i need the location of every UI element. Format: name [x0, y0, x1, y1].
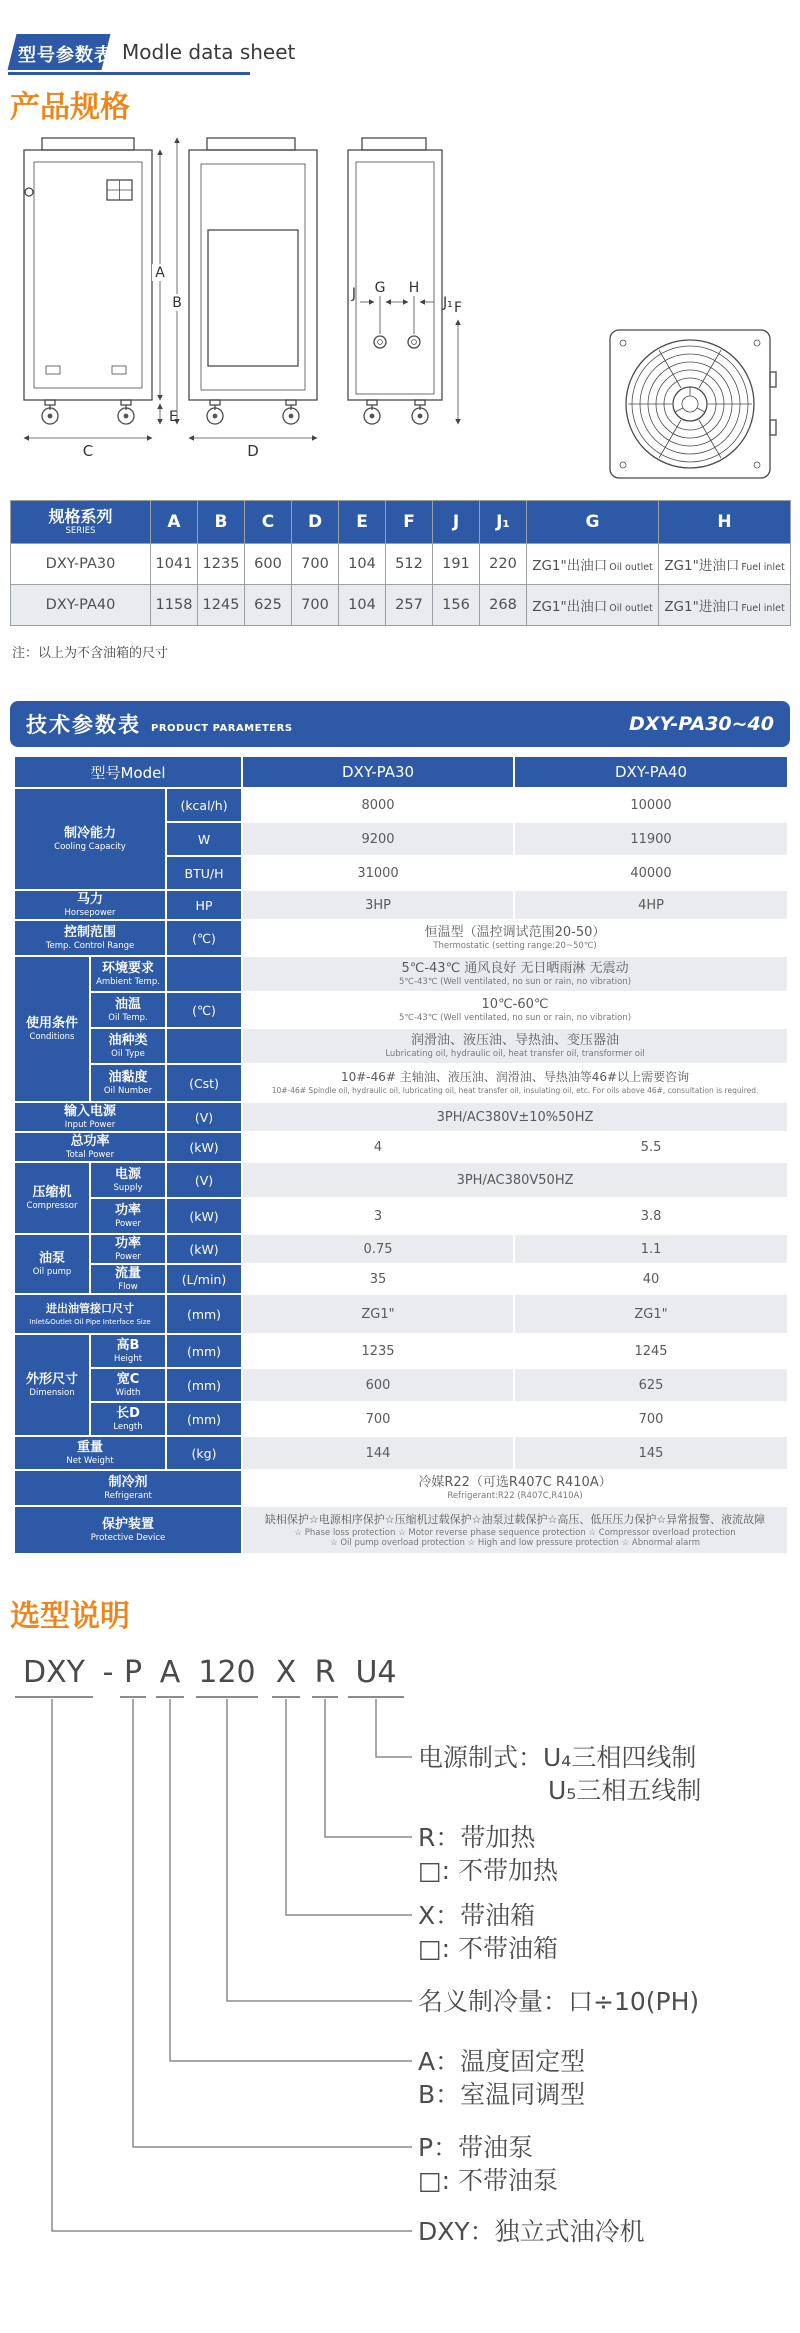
- series-value: 191: [433, 544, 480, 585]
- param-unit: (mm): [167, 1335, 241, 1367]
- series-header-col: J: [433, 501, 480, 544]
- param-value-span: 3PH/AC380V±10%50HZ: [243, 1103, 787, 1131]
- section-title-selection: 选型说明: [10, 1599, 130, 1634]
- param-label-input-power: 输入电源 Input Power: [15, 1103, 165, 1131]
- param-value: 625: [515, 1369, 787, 1401]
- series-header-row: [11, 501, 791, 544]
- dim-label-e: E: [169, 409, 178, 425]
- code-part-a: A: [156, 1655, 184, 1698]
- param-row-input-power: [15, 1103, 787, 1131]
- param-row-ambient: [15, 957, 787, 991]
- dim-label-j1: J₁: [443, 295, 453, 311]
- param-value-span: 润滑油、液压油、导热油、变压器油 Lubricating oil, hydraulic oil, heat transfer oil, transformer oil: [243, 1029, 787, 1063]
- param-sublabel-ambient: 环境要求 Ambient Temp.: [91, 957, 165, 991]
- series-oil-outlet: ZG1"出油口 Oil outlet: [527, 544, 659, 585]
- param-unit: (mm): [167, 1295, 241, 1333]
- param-sublabel-supply: 电源 Supply: [91, 1163, 165, 1197]
- param-row-weight: [15, 1437, 787, 1469]
- param-value-span: 10#-46# 主轴油、液压油、润滑油、导热油等46#以上需要咨询 10#-46# Spindle oil, hydraulic oil, lubricating oil, heat transfer oil, insulating oil, etc. For oils above 46#, consultation is required.: [243, 1065, 787, 1101]
- param-value: 40: [515, 1265, 787, 1293]
- series-value: 268: [480, 585, 527, 626]
- code-legend-power-system: 电源制式：U₄三相四线制 U₅三相五线制: [418, 1743, 702, 1805]
- front-view-drawing: [24, 138, 184, 460]
- param-row-cooling-kcal: [15, 789, 787, 821]
- param-unit: (mm): [167, 1403, 241, 1435]
- param-row-protective: [15, 1507, 787, 1553]
- param-value-span: 5℃-43℃ 通风良好 无日晒雨淋 无震动 5℃-43℃ (Well ventilated, no sun or rain, no vibration): [243, 957, 787, 991]
- dim-label-f: F: [453, 300, 463, 316]
- series-value: 1235: [198, 544, 245, 585]
- param-value: 11900: [515, 823, 787, 855]
- dim-label-b: B: [172, 295, 182, 311]
- param-label-conditions: 使用条件 Conditions: [15, 957, 89, 1101]
- header-subtitle: Modle data sheet: [122, 40, 296, 64]
- param-row-oil-type: [15, 1029, 787, 1063]
- param-unit: HP: [167, 891, 241, 919]
- param-label-dimension: 外形尺寸 Dimension: [15, 1335, 89, 1435]
- param-row-supply: [15, 1163, 787, 1197]
- dim-label-d: D: [247, 442, 259, 460]
- param-unit: (℃): [167, 993, 241, 1027]
- series-value: 156: [433, 585, 480, 626]
- param-value: 8000: [243, 789, 513, 821]
- param-value: 10000: [515, 789, 787, 821]
- rear-view-drawing: [189, 138, 317, 460]
- param-value: 1245: [515, 1335, 787, 1367]
- param-value: 700: [243, 1403, 513, 1435]
- series-value: 1245: [198, 585, 245, 626]
- caster: [364, 400, 380, 424]
- series-value: 700: [292, 585, 339, 626]
- dim-label-g: G: [374, 280, 386, 296]
- code-part-120: 120: [196, 1655, 258, 1698]
- param-unit: (kcal/h): [167, 789, 241, 821]
- param-row-refrigerant: [15, 1471, 787, 1505]
- header-underline: [8, 72, 250, 75]
- param-unit: (kW): [167, 1133, 241, 1161]
- param-label-total-power: 总功率 Total Power: [15, 1133, 165, 1161]
- param-row-width: [15, 1369, 787, 1401]
- series-value: 700: [292, 544, 339, 585]
- header-tab-title: 型号参数表: [18, 45, 113, 66]
- caster: [283, 400, 299, 424]
- param-value: 3: [243, 1199, 513, 1233]
- param-row-horsepower: [15, 891, 787, 919]
- param-value: 0.75: [243, 1235, 513, 1263]
- code-part-r: R: [312, 1655, 338, 1698]
- param-label-protective: 保护装置 Protective Device: [15, 1507, 241, 1553]
- param-sublabel-length: 长D Length: [91, 1403, 165, 1435]
- code-legend-cooling-capacity: 名义制冷量：口÷10(PH): [418, 1987, 700, 2016]
- param-row-pump-power: [15, 1235, 787, 1263]
- series-value: 625: [245, 585, 292, 626]
- param-row-pipe-size: [15, 1295, 787, 1333]
- fan-unit-drawing: [610, 330, 776, 478]
- param-value-span: 10℃-60℃ 5℃-43℃ (Well ventilated, no sun or rain, no vibration): [243, 993, 787, 1027]
- series-value: 1158: [151, 585, 198, 626]
- code-part-dash: -: [102, 1655, 114, 1690]
- param-value: 1.1: [515, 1235, 787, 1263]
- dim-label-a: A: [155, 265, 165, 281]
- param-value: ZG1": [515, 1295, 787, 1333]
- series-row-pa40: [11, 585, 791, 626]
- series-model: DXY-PA30: [11, 544, 151, 585]
- param-value: 4: [243, 1133, 513, 1161]
- param-col-pa40: DXY-PA40: [515, 757, 787, 787]
- section-title-product-spec: 产品规格: [10, 90, 130, 125]
- code-legend-temp-type: A：温度固定型 B：室温同调型: [418, 2047, 586, 2109]
- param-sublabel-oil-number: 油黏度 Oil Number: [91, 1065, 165, 1101]
- param-value: 145: [515, 1437, 787, 1469]
- code-legend-oil-tank: X：带油箱 □: 不带油箱: [418, 1901, 558, 1963]
- param-value: 700: [515, 1403, 787, 1435]
- param-value-span: 恒温型（温控调试范围20-50） Thermostatic (setting range:20~50℃): [243, 921, 787, 955]
- param-row-comp-power: [15, 1199, 787, 1233]
- param-sublabel-flow: 流量 Flow: [91, 1265, 165, 1293]
- dimension-note: 注：以上为不含油箱的尺寸: [12, 646, 169, 661]
- param-label-refrigerant: 制冷剂 Refrigerant: [15, 1471, 241, 1505]
- param-label-horsepower: 马力 Horsepower: [15, 891, 165, 919]
- param-value-span: 冷媒R22（可选R407C R410A） Refrigerant:R22 (R407C,R410A): [243, 1471, 787, 1505]
- series-value: 600: [245, 544, 292, 585]
- series-value: 104: [339, 544, 386, 585]
- param-unit: W: [167, 823, 241, 855]
- param-row-flow: [15, 1265, 787, 1293]
- param-unit: (kW): [167, 1199, 241, 1233]
- param-row-oil-temp: [15, 993, 787, 1027]
- param-value: 5.5: [515, 1133, 787, 1161]
- series-header-col: G: [527, 501, 659, 544]
- series-value: 104: [339, 585, 386, 626]
- caster: [42, 400, 58, 424]
- series-header-col: D: [292, 501, 339, 544]
- series-table: [10, 500, 791, 626]
- param-model-label: 型号Model: [15, 757, 241, 787]
- param-row-control-range: [15, 921, 787, 955]
- series-header-col: F: [386, 501, 433, 544]
- param-value: 1235: [243, 1335, 513, 1367]
- param-value: 40000: [515, 857, 787, 889]
- param-col-pa30: DXY-PA30: [243, 757, 513, 787]
- param-value: 9200: [243, 823, 513, 855]
- dim-label-c: C: [82, 442, 94, 460]
- param-label-control-range: 控制范围 Temp. Control Range: [15, 921, 165, 955]
- series-row-pa30: [11, 544, 791, 585]
- param-label-oil-pump: 油泵 Oil pump: [15, 1235, 89, 1293]
- param-label-compressor: 压缩机 Compressor: [15, 1163, 89, 1233]
- param-header-row: [15, 757, 787, 787]
- param-sublabel-width: 宽C Width: [91, 1369, 165, 1401]
- param-unit: (℃): [167, 921, 241, 955]
- param-unit: (V): [167, 1103, 241, 1131]
- param-row-total-power: [15, 1133, 787, 1161]
- series-value: 257: [386, 585, 433, 626]
- param-row-oil-number: [15, 1065, 787, 1101]
- series-fuel-inlet: ZG1"进油口 Fuel inlet: [659, 544, 791, 585]
- param-unit: [167, 1029, 241, 1063]
- code-part-p: P: [120, 1655, 146, 1698]
- series-header-col: C: [245, 501, 292, 544]
- series-header-col: A: [151, 501, 198, 544]
- param-value: 3HP: [243, 891, 513, 919]
- dim-label-h: H: [408, 280, 420, 296]
- series-fuel-inlet: ZG1"进油口 Fuel inlet: [659, 585, 791, 626]
- series-header-model: 规格系列 SERIES: [11, 501, 151, 544]
- param-label-weight: 重量 Net Weight: [15, 1437, 165, 1469]
- param-value: 600: [243, 1369, 513, 1401]
- series-value: 512: [386, 544, 433, 585]
- code-part-x: X: [272, 1655, 300, 1698]
- parameters-header-bar: [10, 701, 790, 747]
- caster: [118, 400, 134, 424]
- param-value: 3.8: [515, 1199, 787, 1233]
- series-value: 220: [480, 544, 527, 585]
- param-row-length: [15, 1403, 787, 1435]
- datasheet-page: [0, 34, 800, 2333]
- param-value: 4HP: [515, 891, 787, 919]
- dim-label-j: J: [351, 286, 357, 302]
- series-header-col: E: [339, 501, 386, 544]
- product-drawings: [10, 134, 790, 486]
- series-model: DXY-PA40: [11, 585, 151, 626]
- code-legend-dxy: DXY：独立式油冷机: [418, 2217, 645, 2246]
- parameters-title-en: PRODUCT PARAMETERS: [151, 722, 293, 734]
- param-sublabel-oil-temp: 油温 Oil Temp.: [91, 993, 165, 1027]
- param-unit: (L/min): [167, 1265, 241, 1293]
- param-unit: [167, 957, 241, 991]
- param-sublabel-pump-power: 功率 Power: [91, 1235, 165, 1263]
- parameters-table: [13, 755, 789, 1555]
- parameters-title-cn: 技术参数表: [26, 713, 141, 737]
- side-view-drawing: [348, 138, 462, 424]
- param-value: 31000: [243, 857, 513, 889]
- series-value: 1041: [151, 544, 198, 585]
- param-unit: (Cst): [167, 1065, 241, 1101]
- code-legend-oil-pump: P：带油泵 □: 不带油泵: [418, 2133, 558, 2195]
- param-value: 35: [243, 1265, 513, 1293]
- parameters-model-range: DXY-PA30~40: [629, 713, 774, 735]
- param-sublabel-comp-power: 功率 Power: [91, 1199, 165, 1233]
- param-sublabel-height: 高B Height: [91, 1335, 165, 1367]
- param-value-span: 缺相保护☆电源相序保护☆压缩机过载保护☆油泵过载保护☆高压、低压压力保护☆异常报警、液流故障 ☆ Phase loss protection ☆ Motor reverse phase sequence protection ☆ Compressor overload protection ☆ Oil pump overload protection ☆ High and low pressure protection ☆ Abnormal alarm: [243, 1507, 787, 1553]
- param-value: ZG1": [243, 1295, 513, 1333]
- param-value: 144: [243, 1437, 513, 1469]
- caster: [412, 400, 428, 424]
- param-label-pipe-size: 进出油管接口尺寸 Inlet&Outlet Oil Pipe Interface Size: [15, 1295, 165, 1333]
- param-unit: (kW): [167, 1235, 241, 1263]
- page-header: [0, 34, 800, 78]
- code-legend-heating: R：带加热 □: 不带加热: [418, 1823, 558, 1885]
- series-header-col: J₁: [480, 501, 527, 544]
- param-row-height: [15, 1335, 787, 1367]
- code-part-dxy: DXY: [15, 1655, 93, 1698]
- series-oil-outlet: ZG1"出油口 Oil outlet: [527, 585, 659, 626]
- param-value-span: 3PH/AC380V50HZ: [243, 1163, 787, 1197]
- param-label-cooling: 制冷能力 Cooling Capacity: [15, 789, 165, 889]
- model-code-diagram: [0, 1643, 800, 2315]
- code-part-u4: U4: [348, 1655, 404, 1698]
- caster: [207, 400, 223, 424]
- series-header-col: B: [198, 501, 245, 544]
- param-unit: (mm): [167, 1369, 241, 1401]
- param-sublabel-oil-type: 油种类 Oil Type: [91, 1029, 165, 1063]
- param-unit: BTU/H: [167, 857, 241, 889]
- series-header-col: H: [659, 501, 791, 544]
- param-unit: (V): [167, 1163, 241, 1197]
- param-unit: (kg): [167, 1437, 241, 1469]
